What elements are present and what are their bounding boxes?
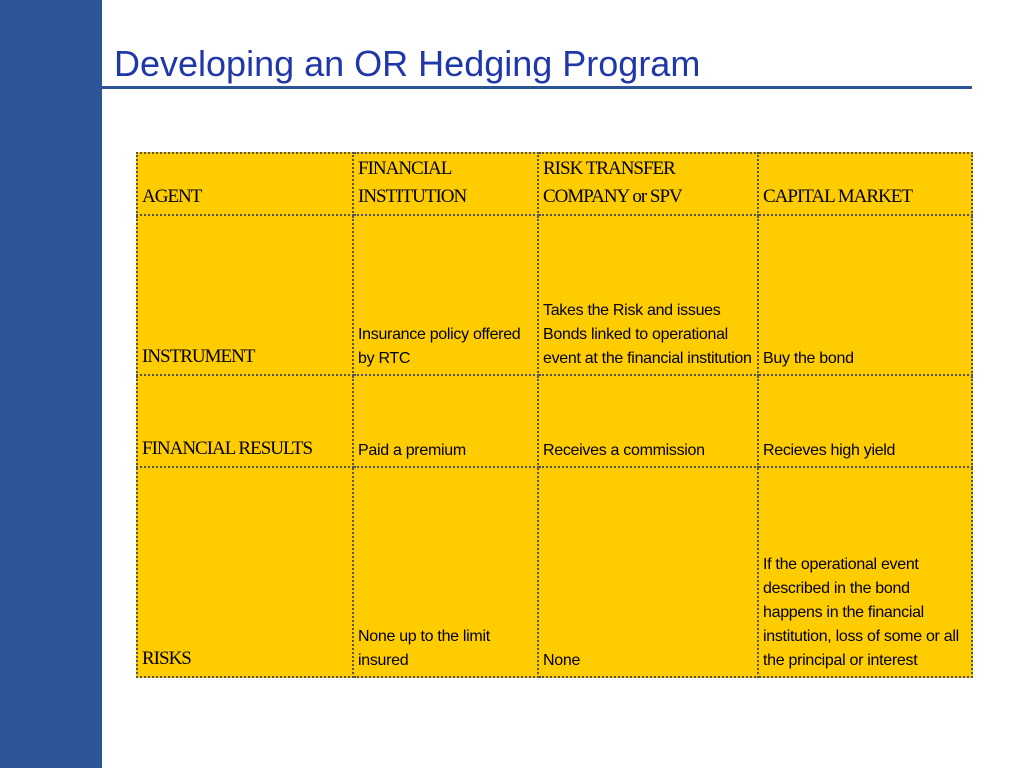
financial-results-risk-transfer: Receives a commission (538, 375, 758, 467)
hedging-program-table (136, 152, 973, 678)
table-header-row (137, 153, 972, 215)
instrument-financial-institution: Insurance policy offered by RTC (353, 215, 538, 375)
table-row-instrument (137, 215, 972, 375)
title-underline (102, 86, 972, 89)
header-capital-market: CAPITAL MARKET (758, 153, 972, 215)
left-accent-bar (0, 0, 102, 768)
row-label-risks: RISKS (137, 467, 353, 677)
row-label-financial-results: FINANCIAL RESULTS (137, 375, 353, 467)
header-agent: AGENT (137, 153, 353, 215)
slide-title: Developing an OR Hedging Program (114, 43, 701, 84)
header-risk-transfer: RISK TRANSFER COMPANY or SPV (538, 153, 758, 215)
risks-financial-institution: None up to the limit insured (353, 467, 538, 677)
instrument-capital-market: Buy the bond (758, 215, 972, 375)
risks-risk-transfer: None (538, 467, 758, 677)
risks-capital-market: If the operational event described in the bond happens in the financial institution, loss of some or all the principal or interest (758, 467, 972, 677)
financial-results-capital-market: Recieves high yield (758, 375, 972, 467)
row-label-instrument: INSTRUMENT (137, 215, 353, 375)
table-row-financial-results (137, 375, 972, 467)
instrument-risk-transfer: Takes the Risk and issues Bonds linked to operational event at the financial institution (538, 215, 758, 375)
table-row-risks (137, 467, 972, 677)
title-underline-left (52, 85, 102, 87)
financial-results-financial-institution: Paid a premium (353, 375, 538, 467)
header-financial-institution: FINANCIAL INSTITUTION (353, 153, 538, 215)
